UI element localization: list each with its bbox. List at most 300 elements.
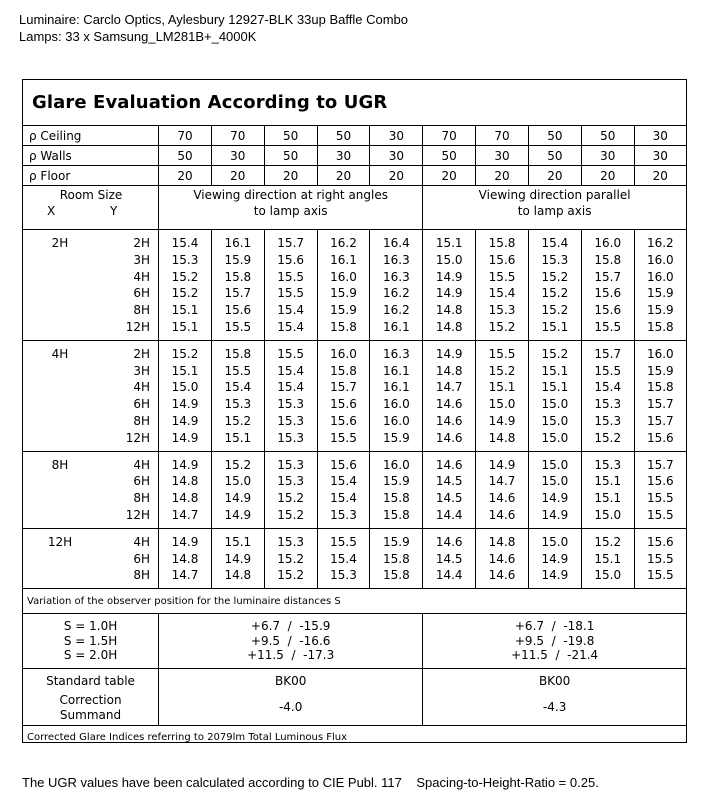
ugr-value: 14.6 [435,457,463,472]
ugr-value: 15.9 [330,286,357,301]
luminaire-header [19,11,408,45]
room-y: 3H [133,252,151,267]
ugr-value: 14.9 [171,413,199,428]
ugr-value: 15.5 [330,430,357,445]
ugr-value-column [634,451,686,528]
ugr-value: 15.3 [330,568,357,583]
footer-note: The UGR values have been calculated according to CIE Publ. 117 Spacing-to-Height-Ratio = 0.25. [22,775,599,790]
reflectance-value: 50 [159,146,212,166]
reflectance-value: 50 [317,126,370,146]
ugr-value: 15.4 [330,491,357,506]
variation-parallel-value: +9.5 / -19.8 [514,633,595,648]
ugr-value: 16.3 [382,252,410,267]
reflectance-value: 30 [211,146,264,166]
ugr-value: 16.1 [330,252,357,267]
ugr-value: 15.8 [382,491,410,506]
room-y: 12H [125,319,151,334]
room-y-list [133,534,150,584]
ugr-value: 14.6 [488,491,516,506]
ugr-value: 15.5 [594,363,622,378]
room-y: 3H [133,363,151,378]
ugr-value: 15.2 [277,507,305,522]
ugr-value: 15.0 [541,457,569,472]
variation-parallel-value: +6.7 / -18.1 [514,619,595,634]
ugr-value: 15.9 [382,474,410,489]
ugr-value: 15.9 [382,534,410,549]
ugr-value: 15.0 [541,397,569,412]
ugr-value: 16.0 [594,236,622,250]
reflectance-value: 30 [370,126,423,146]
ugr-value: 15.7 [594,346,622,361]
ugr-value: 15.4 [277,319,305,334]
room-y: 6H [133,474,151,489]
room-y: 8H [133,303,151,318]
ugr-value-column [423,340,476,451]
reflectance-value: 50 [423,146,476,166]
room-x: 2H [51,236,69,250]
viewing-parallel-line: to lamp axis [517,204,592,218]
ugr-value: 15.7 [646,413,674,428]
ugr-value: 15.0 [541,474,569,489]
reflectance-value: 20 [476,166,529,186]
ugr-value: 15.4 [541,236,569,250]
ugr-value: 15.7 [594,269,622,284]
ugr-value: 14.9 [224,507,252,522]
standard-table-right: BK00 [159,668,423,693]
ugr-value-column [370,230,423,341]
ugr-value: 15.4 [277,380,305,395]
room-y-list [126,235,150,336]
ugr-value: 14.9 [435,346,463,361]
ugr-value: 14.9 [171,430,199,445]
ugr-value: 15.5 [488,346,516,361]
ugr-value: 16.0 [330,346,357,361]
ugr-group [23,230,686,341]
reflectance-value: 20 [581,166,634,186]
ugr-value-column [317,340,370,451]
room-size-cell [23,186,159,230]
reflectance-value: 50 [528,126,581,146]
ugr-value-column [370,340,423,451]
ugr-value: 15.4 [488,286,516,301]
ugr-group [23,451,686,528]
ugr-value: 14.8 [171,551,199,566]
ugr-value: 15.1 [541,319,569,334]
ugr-value-column [211,340,264,451]
correction-right: -4.0 [159,693,423,726]
reflectance-value: 30 [476,146,529,166]
ugr-value-column [264,340,317,451]
ugr-value: 15.8 [330,319,357,334]
lamps-line: Lamps: 33 x Samsung_LM281B+_4000K [19,29,257,44]
ugr-group [23,528,686,588]
ugr-value-column [476,528,529,588]
ugr-value: 15.1 [541,363,569,378]
reflectance-row [23,146,686,166]
ugr-value: 15.6 [330,413,357,428]
ugr-value: 14.8 [435,363,463,378]
ugr-value: 15.6 [224,303,252,318]
variation-right-value: +9.5 / -16.6 [250,633,331,648]
ugr-value: 16.1 [224,236,252,250]
ugr-value-column [581,340,634,451]
reflectance-value: 30 [581,146,634,166]
ugr-value: 15.5 [646,507,674,522]
ugr-value: 15.7 [330,380,357,395]
ugr-value: 14.7 [435,380,463,395]
ugr-value: 15.1 [488,380,516,395]
variation-label-list [64,619,117,663]
reflectance-label: ρ Ceiling [23,126,159,146]
ugr-value: 15.5 [277,346,305,361]
ugr-value: 15.8 [646,319,674,334]
ugr-value: 15.9 [646,303,674,318]
ugr-value: 15.5 [646,568,674,583]
ugr-value-column [317,451,370,528]
ugr-value: 15.6 [330,397,357,412]
ugr-value: 15.2 [224,457,252,472]
ugr-value-column [264,451,317,528]
correction-label-line: Correction [59,692,122,707]
viewing-right-angles [159,186,423,230]
room-x: 8H [51,457,69,472]
ugr-value-column [423,528,476,588]
ugr-value: 15.4 [277,303,305,318]
ugr-value: 15.5 [277,286,305,301]
ugr-value: 14.9 [171,397,199,412]
ugr-value: 14.6 [488,551,516,566]
ugr-value: 15.0 [435,252,463,267]
ugr-value: 14.9 [435,286,463,301]
ugr-value: 14.9 [435,269,463,284]
ugr-value: 15.2 [277,551,305,566]
ugr-value: 16.0 [382,457,410,472]
ugr-value: 15.3 [330,507,357,522]
ugr-value: 16.1 [382,380,410,395]
reflectance-value: 30 [370,146,423,166]
ugr-value: 15.4 [330,474,357,489]
room-y: 4H [133,380,151,395]
ugr-value: 15.4 [224,380,252,395]
ugr-value: 16.0 [646,269,674,284]
room-y: 4H [133,457,151,472]
ugr-value: 15.0 [541,413,569,428]
ugr-value: 14.4 [435,507,463,522]
ugr-value-column [159,230,212,341]
ugr-value: 15.3 [594,397,622,412]
ugr-value: 14.7 [171,568,199,583]
ugr-value: 14.5 [435,474,463,489]
ugr-value: 15.7 [646,457,674,472]
reflectance-value: 30 [634,146,686,166]
room-y: 8H [133,568,151,583]
ugr-value: 15.2 [541,303,569,318]
ugr-value: 14.9 [541,507,569,522]
reflectance-value: 50 [264,146,317,166]
reflectance-value: 20 [159,166,212,186]
ugr-value: 14.9 [541,491,569,506]
ugr-value: 15.6 [277,252,305,267]
reflectance-value: 20 [264,166,317,186]
ugr-value: 15.8 [224,346,252,361]
ugr-value: 15.1 [435,236,463,250]
ugr-value: 15.3 [594,457,622,472]
ugr-value: 14.6 [435,534,463,549]
reflectance-value: 70 [211,126,264,146]
ugr-value: 15.8 [330,363,357,378]
reflectance-value: 70 [423,126,476,146]
ugr-value: 16.3 [382,269,410,284]
table-title: Glare Evaluation According to UGR [32,92,388,113]
corrected-note-row [23,725,686,750]
ugr-value: 15.5 [594,319,622,334]
ugr-value: 15.8 [646,380,674,395]
ugr-value: 15.2 [541,269,569,284]
viewing-parallel-line: Viewing direction parallel [478,188,631,202]
room-y: 2H [133,346,151,361]
ugr-value: 14.9 [171,534,199,549]
reflectance-value: 20 [528,166,581,186]
ugr-value: 14.9 [171,457,199,472]
ugr-value: 14.9 [541,568,569,583]
ugr-value: 15.6 [594,286,622,301]
room-size-y: Y [110,204,118,218]
ugr-value-column [317,230,370,341]
ugr-value: 15.2 [277,568,305,583]
ugr-table-box [22,79,687,743]
ugr-value: 15.5 [224,319,252,334]
ugr-value: 14.6 [488,507,516,522]
standard-table-label: Standard table [23,668,159,693]
ugr-value: 15.3 [224,397,252,412]
ugr-value: 15.1 [171,303,199,318]
room-y: 8H [133,413,151,428]
ugr-value: 15.3 [277,457,305,472]
ugr-value: 16.2 [382,303,410,318]
room-y: 4H [133,534,151,549]
room-y-list [126,457,150,524]
variation-label: S = 1.5H [63,633,118,648]
ugr-value: 14.8 [171,491,199,506]
ugr-value: 15.7 [224,286,252,301]
ugr-value: 15.0 [541,430,569,445]
ugr-value-column [581,230,634,341]
correction-label [23,693,159,726]
ugr-value: 15.0 [594,568,622,583]
room-x: 12H [47,534,73,549]
ugr-value: 15.1 [594,474,622,489]
standard-table-parallel: BK00 [423,668,686,693]
ugr-value: 15.3 [594,413,622,428]
room-y: 8H [133,491,151,506]
ugr-value-column [370,528,423,588]
ugr-value: 14.7 [171,507,199,522]
ugr-value-column [211,451,264,528]
ugr-value: 15.8 [594,252,622,267]
ugr-value: 15.1 [224,534,252,549]
ugr-value: 15.4 [594,380,622,395]
variation-label: S = 2.0H [63,648,118,663]
ugr-value: 15.6 [646,474,674,489]
room-y: 6H [133,551,151,566]
ugr-value: 15.1 [224,430,252,445]
viewing-right-line: to lamp axis [253,204,328,218]
variation-label: S = 1.0H [63,619,118,634]
ugr-value: 14.8 [435,319,463,334]
ugr-value: 14.9 [541,551,569,566]
ugr-value: 15.0 [488,397,516,412]
ugr-value: 15.2 [488,363,516,378]
ugr-value: 14.6 [435,430,463,445]
ugr-value-column [634,528,686,588]
ugr-value-column [264,528,317,588]
reflectance-label: ρ Floor [23,166,159,186]
ugr-value: 16.2 [382,286,410,301]
room-y: 6H [133,397,151,412]
ugr-value: 15.6 [488,252,516,267]
ugr-value: 15.5 [277,269,305,284]
correction-parallel: -4.3 [423,693,686,726]
ugr-value: 15.4 [330,551,357,566]
ugr-value-column [476,340,529,451]
reflectance-value: 50 [528,146,581,166]
ugr-value: 15.3 [171,252,199,267]
viewing-parallel [423,186,686,230]
ugr-value: 14.5 [435,551,463,566]
room-size-x: X [47,204,56,218]
room-y: 4H [133,269,151,284]
ugr-value: 15.5 [224,363,252,378]
ugr-value: 14.8 [224,568,252,583]
room-size-group [23,528,159,588]
ugr-value: 15.6 [330,457,357,472]
ugr-value: 16.1 [382,319,410,334]
ugr-value: 15.6 [594,303,622,318]
reflectance-row [23,166,686,186]
reflectance-value: 30 [634,126,686,146]
ugr-value: 15.5 [646,491,674,506]
ugr-value: 16.3 [382,346,410,361]
ugr-value-column [423,451,476,528]
room-size-group [23,230,159,341]
ugr-value-column [211,230,264,341]
ugr-value: 16.0 [646,252,674,267]
variation-note: Variation of the observer position for the luminaire distances S [23,589,686,614]
ugr-value: 15.1 [171,319,199,334]
ugr-value: 15.2 [171,286,199,301]
ugr-value: 15.7 [646,397,674,412]
reflectance-value: 50 [264,126,317,146]
ugr-value: 14.7 [488,474,516,489]
ugr-value: 16.0 [330,269,357,284]
ugr-value: 15.5 [488,269,516,284]
ugr-value: 15.3 [277,413,305,428]
ugr-value-column [528,528,581,588]
room-x: 4H [51,346,69,361]
ugr-value: 14.8 [171,474,199,489]
ugr-value: 15.2 [594,430,622,445]
ugr-value-column [317,528,370,588]
ugr-value-column [159,528,212,588]
ugr-value: 14.8 [488,534,516,549]
ugr-value: 15.8 [488,236,516,250]
correction-label-line: Summand [59,707,122,722]
ugr-value: 15.9 [330,303,357,318]
variation-parallel [423,614,686,669]
ugr-value: 15.2 [171,346,199,361]
ugr-value: 14.4 [435,568,463,583]
ugr-value: 15.8 [382,551,410,566]
ugr-value-column [264,230,317,341]
luminaire-line: Luminaire: Carclo Optics, Aylesbury 12927-BLK 33up Baffle Combo [19,12,409,27]
ugr-value: 14.9 [488,413,516,428]
ugr-value: 15.5 [646,551,674,566]
ugr-value: 15.3 [277,397,305,412]
ugr-value: 15.2 [277,491,305,506]
ugr-value: 15.3 [277,474,305,489]
ugr-value: 15.6 [646,534,674,549]
reflectance-value: 20 [317,166,370,186]
ugr-value: 15.0 [594,507,622,522]
ugr-value: 15.9 [646,363,674,378]
room-y: 12H [125,507,151,522]
room-y: 2H [133,236,151,250]
correction-row [23,693,686,726]
ugr-value: 15.0 [224,474,252,489]
ugr-table [23,125,686,750]
ugr-value: 15.8 [382,507,410,522]
ugr-value: 15.3 [277,430,305,445]
ugr-value: 15.9 [646,286,674,301]
ugr-group [23,340,686,451]
corrected-note: Corrected Glare Indices referring to 2079lm Total Luminous Flux [23,725,686,750]
ugr-value: 14.6 [488,568,516,583]
ugr-value: 15.1 [594,551,622,566]
ugr-value: 16.0 [382,397,410,412]
room-y: 6H [133,286,151,301]
ugr-value: 15.9 [382,430,410,445]
reflectance-value: 70 [159,126,212,146]
reflectance-value: 30 [317,146,370,166]
variation-note-row [23,589,686,614]
ugr-value: 15.9 [224,252,252,267]
viewing-right-line: Viewing direction at right angles [193,188,388,202]
ugr-value: 14.5 [435,491,463,506]
ugr-value: 16.0 [646,346,674,361]
reflectance-label: ρ Walls [23,146,159,166]
ugr-value: 14.9 [488,457,516,472]
ugr-value-column [634,230,686,341]
ugr-value: 15.1 [594,491,622,506]
ugr-value: 15.8 [382,568,410,583]
ugr-value: 14.6 [435,397,463,412]
standard-table-row [23,668,686,693]
ugr-value: 16.4 [382,236,410,250]
ugr-value: 15.4 [277,363,305,378]
reflectance-value: 20 [634,166,686,186]
room-y-list [126,346,150,447]
ugr-value-column [528,230,581,341]
variation-labels [23,614,159,669]
ugr-value-column [476,451,529,528]
ugr-value: 15.2 [488,319,516,334]
ugr-value: 16.2 [330,236,357,250]
room-size-group [23,451,159,528]
ugr-value: 16.0 [382,413,410,428]
ugr-value-column [581,451,634,528]
viewing-header-row [23,186,686,230]
ugr-value-column [581,528,634,588]
